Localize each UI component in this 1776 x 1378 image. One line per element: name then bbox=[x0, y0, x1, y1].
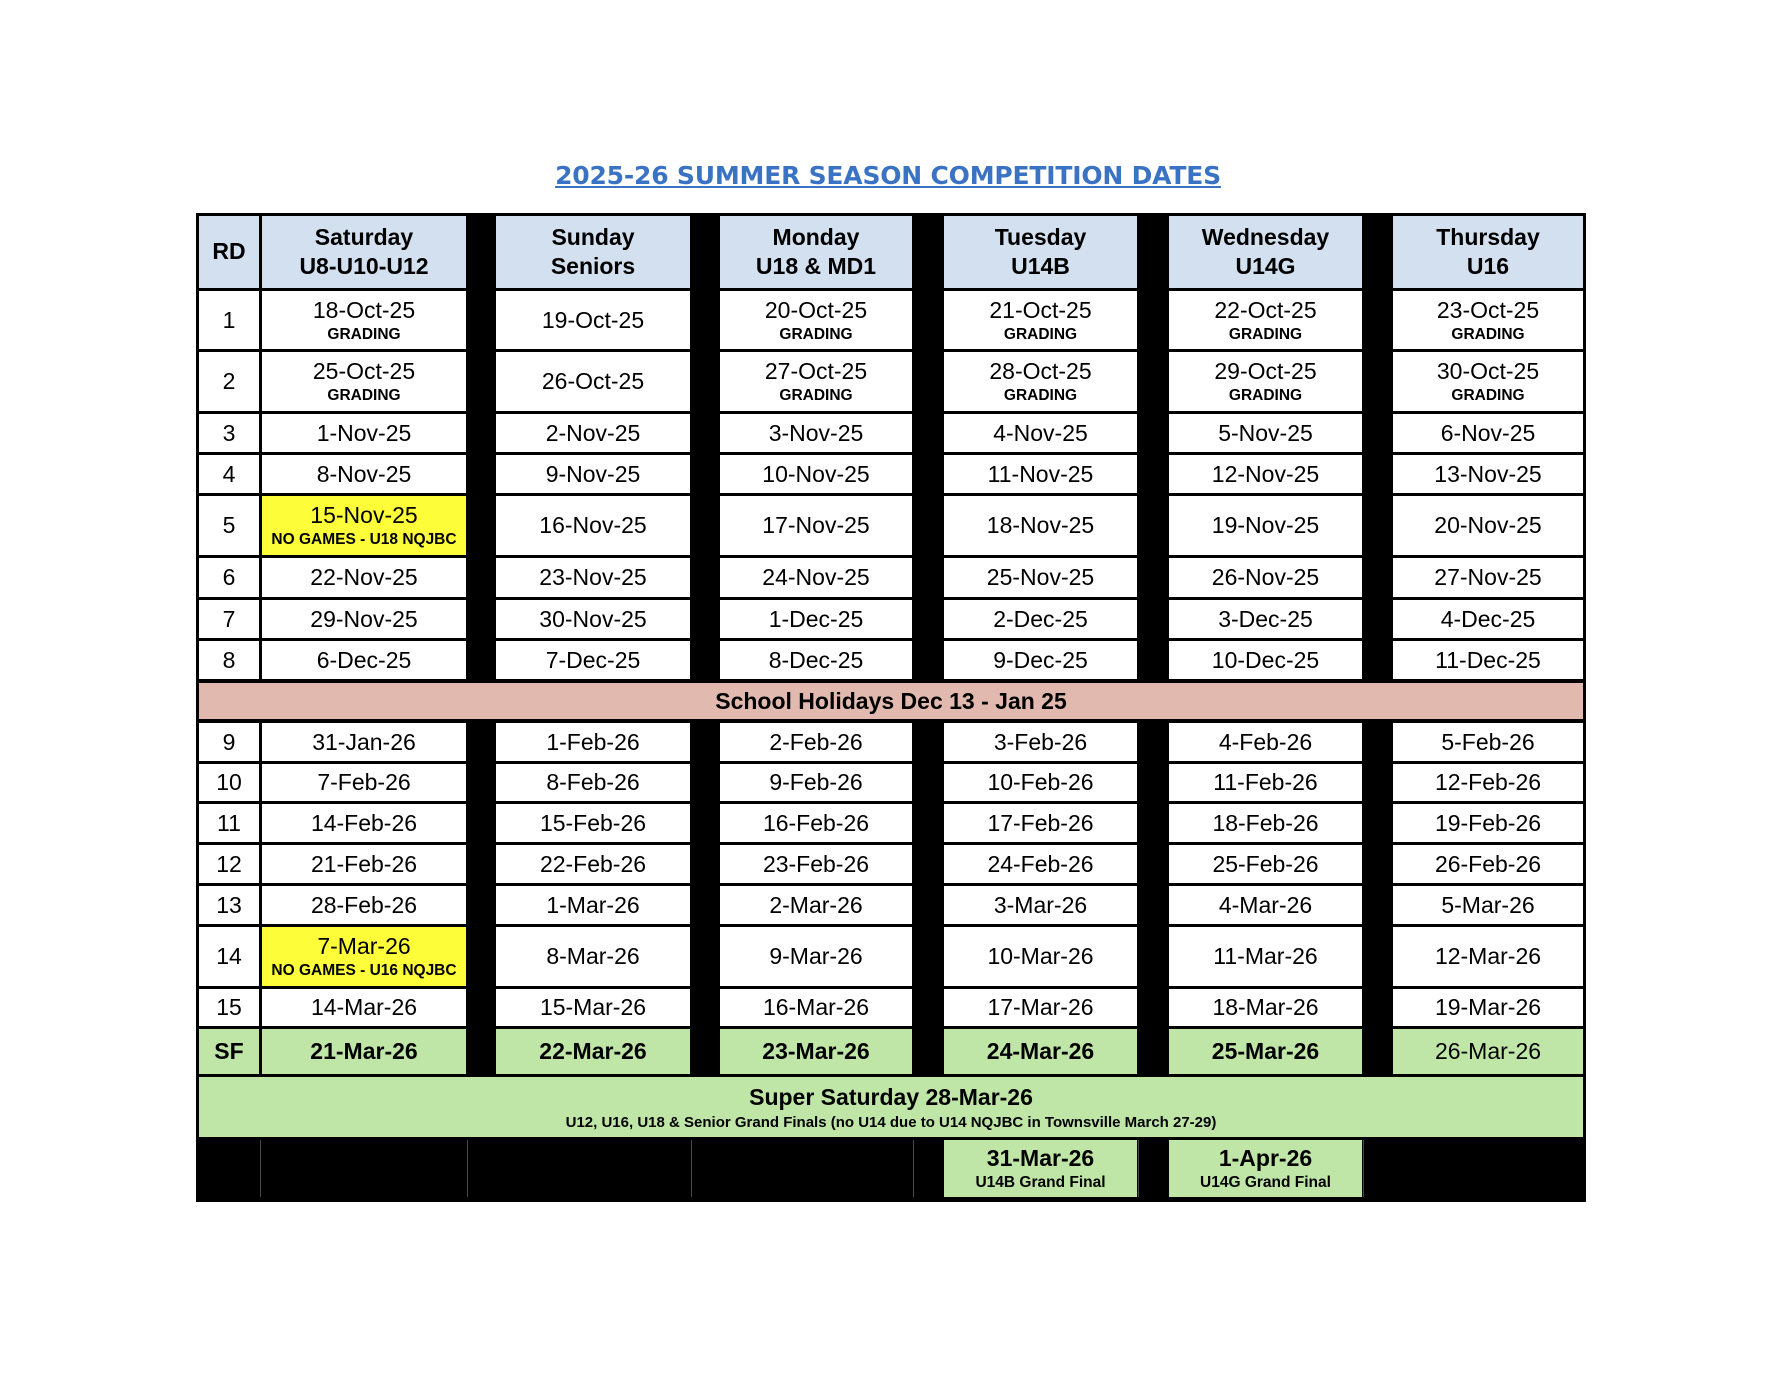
date-text: 4-Nov-25 bbox=[993, 419, 1088, 446]
column-separator bbox=[467, 1140, 468, 1197]
date-text: 5-Nov-25 bbox=[1218, 419, 1313, 446]
date-text: 7-Feb-26 bbox=[317, 769, 411, 796]
date-cell bbox=[1393, 414, 1583, 452]
date-text: 2-Mar-26 bbox=[769, 891, 863, 918]
date-cell bbox=[720, 1029, 912, 1074]
header-group: U16 bbox=[1466, 253, 1510, 279]
date-cell bbox=[262, 1029, 466, 1074]
date-text: 9-Mar-26 bbox=[769, 943, 863, 970]
header-thursday bbox=[1393, 216, 1583, 288]
date-text: 1-Feb-26 bbox=[546, 728, 640, 755]
date-cell bbox=[496, 1029, 690, 1074]
date-cell bbox=[1393, 1029, 1583, 1074]
date-cell bbox=[720, 804, 912, 842]
round-number bbox=[199, 989, 259, 1026]
date-cell bbox=[262, 352, 466, 411]
date-cell bbox=[720, 886, 912, 924]
date-cell bbox=[262, 558, 466, 597]
date-cell bbox=[262, 641, 466, 679]
header-saturday bbox=[262, 216, 466, 288]
date-text: 2-Dec-25 bbox=[993, 605, 1088, 632]
date-cell bbox=[496, 886, 690, 924]
round-label: 10 bbox=[216, 769, 242, 796]
date-text: 11-Nov-25 bbox=[987, 460, 1094, 487]
date-cell bbox=[1393, 764, 1583, 801]
date-cell bbox=[1169, 414, 1362, 452]
round-number bbox=[199, 804, 259, 842]
date-cell bbox=[496, 804, 690, 842]
date-cell bbox=[1393, 600, 1583, 638]
date-text: 29-Nov-25 bbox=[310, 605, 418, 632]
date-cell bbox=[944, 723, 1137, 761]
round-label: 4 bbox=[222, 460, 236, 487]
date-cell bbox=[944, 927, 1137, 986]
date-cell bbox=[720, 496, 912, 555]
round-label: 1 bbox=[222, 306, 236, 333]
date-text: 8-Mar-26 bbox=[546, 943, 640, 970]
date-text: 17-Nov-25 bbox=[762, 512, 870, 539]
date-text: 22-Feb-26 bbox=[539, 850, 647, 877]
date-text: 4-Feb-26 bbox=[1218, 728, 1313, 755]
school-holidays-band bbox=[199, 683, 1583, 719]
date-text: 23-Mar-26 bbox=[762, 1038, 870, 1065]
date-cell bbox=[720, 764, 912, 801]
date-cell bbox=[1393, 886, 1583, 924]
date-note: NO GAMES - U16 NQJBC bbox=[271, 962, 457, 980]
date-text: 26-Oct-25 bbox=[541, 368, 645, 395]
date-text: 19-Mar-26 bbox=[1434, 994, 1542, 1021]
date-text: 25-Feb-26 bbox=[1212, 850, 1319, 877]
date-cell bbox=[1393, 641, 1583, 679]
column-separator bbox=[913, 1140, 914, 1197]
date-cell bbox=[1169, 886, 1362, 924]
column-separator bbox=[260, 1140, 261, 1197]
date-text: 22-Mar-26 bbox=[539, 1038, 647, 1065]
header-rd-label: RD bbox=[212, 238, 246, 265]
date-text: 11-Dec-25 bbox=[1435, 646, 1541, 673]
header-day: Sunday bbox=[551, 223, 635, 250]
round-number bbox=[199, 496, 259, 555]
date-cell bbox=[944, 414, 1137, 452]
date-text: 8-Dec-25 bbox=[768, 646, 864, 673]
round-number bbox=[199, 927, 259, 986]
date-cell bbox=[262, 764, 466, 801]
date-text: 22-Oct-25 bbox=[1214, 296, 1317, 323]
round-label: 11 bbox=[217, 809, 241, 836]
round-label: SF bbox=[214, 1038, 244, 1065]
date-cell bbox=[496, 723, 690, 761]
date-text: 10-Mar-26 bbox=[987, 943, 1094, 970]
date-cell bbox=[1393, 291, 1583, 349]
round-label: 13 bbox=[216, 891, 242, 918]
date-text: 15-Feb-26 bbox=[539, 809, 647, 836]
date-text: 4-Dec-25 bbox=[1440, 605, 1536, 632]
date-cell bbox=[1169, 352, 1362, 411]
round-label: 3 bbox=[222, 419, 236, 446]
date-cell bbox=[496, 764, 690, 801]
date-cell bbox=[720, 352, 912, 411]
grand-final-label: U14G Grand Final bbox=[1200, 1174, 1331, 1192]
date-cell bbox=[262, 496, 466, 555]
date-text: 25-Oct-25 bbox=[312, 358, 416, 385]
header-wednesday bbox=[1169, 216, 1362, 288]
date-text: 1-Mar-26 bbox=[546, 891, 640, 918]
date-text: 5-Feb-26 bbox=[1441, 728, 1535, 755]
date-text: 18-Nov-25 bbox=[986, 512, 1095, 539]
date-cell bbox=[1393, 804, 1583, 842]
date-cell bbox=[1169, 558, 1362, 597]
date-text: 10-Nov-25 bbox=[762, 460, 870, 487]
date-cell bbox=[944, 600, 1137, 638]
header-monday bbox=[720, 216, 912, 288]
header-day: Monday bbox=[772, 223, 860, 250]
round-number bbox=[199, 1029, 259, 1074]
date-note: GRADING bbox=[779, 325, 853, 343]
date-text: 19-Nov-25 bbox=[1211, 512, 1320, 539]
date-note: GRADING bbox=[1451, 325, 1525, 343]
date-cell bbox=[496, 496, 690, 555]
header-sunday bbox=[496, 216, 690, 288]
date-text: 8-Feb-26 bbox=[546, 769, 640, 796]
date-text: 8-Nov-25 bbox=[316, 460, 412, 487]
header-day: Tuesday bbox=[994, 223, 1087, 250]
date-cell bbox=[944, 1029, 1137, 1074]
date-cell bbox=[720, 989, 912, 1026]
date-text: 24-Nov-25 bbox=[762, 564, 870, 591]
date-cell bbox=[1169, 1029, 1362, 1074]
date-note: GRADING bbox=[1451, 387, 1525, 405]
date-text: 18-Oct-25 bbox=[312, 296, 416, 323]
date-text: 18-Feb-26 bbox=[1212, 809, 1319, 836]
date-note: GRADING bbox=[1228, 387, 1303, 405]
date-cell bbox=[944, 989, 1137, 1026]
round-number bbox=[199, 723, 259, 761]
date-text: 28-Oct-25 bbox=[989, 358, 1092, 385]
round-label: 7 bbox=[222, 605, 236, 632]
date-text: 31-Jan-26 bbox=[312, 728, 416, 755]
grand-final-date: 1-Apr-26 bbox=[1218, 1145, 1313, 1172]
round-number bbox=[199, 352, 259, 411]
round-number bbox=[199, 455, 259, 493]
date-text: 26-Mar-26 bbox=[1434, 1038, 1542, 1065]
round-number bbox=[199, 558, 259, 597]
date-note: NO GAMES - U18 NQJBC bbox=[271, 531, 457, 549]
competition-schedule-table bbox=[196, 213, 1586, 1202]
date-text: 26-Feb-26 bbox=[1434, 850, 1542, 877]
date-cell bbox=[1393, 496, 1583, 555]
date-text: 11-Feb-26 bbox=[1213, 769, 1318, 796]
date-cell bbox=[1169, 845, 1362, 883]
date-text: 13-Nov-25 bbox=[1434, 460, 1542, 487]
date-text: 7-Mar-26 bbox=[317, 933, 411, 960]
date-cell bbox=[1169, 291, 1362, 349]
date-cell bbox=[1169, 600, 1362, 638]
date-cell bbox=[944, 352, 1137, 411]
round-label: 14 bbox=[216, 943, 242, 970]
date-text: 29-Oct-25 bbox=[1214, 358, 1317, 385]
date-text: 7-Dec-25 bbox=[545, 646, 641, 673]
date-text: 3-Feb-26 bbox=[993, 728, 1088, 755]
date-text: 23-Nov-25 bbox=[539, 564, 647, 591]
date-text: 10-Dec-25 bbox=[1211, 646, 1320, 673]
date-text: 9-Feb-26 bbox=[769, 769, 863, 796]
header-day: Wednesday bbox=[1201, 223, 1330, 250]
date-text: 27-Oct-25 bbox=[764, 358, 868, 385]
date-cell bbox=[720, 600, 912, 638]
date-cell bbox=[1169, 723, 1362, 761]
date-text: 10-Feb-26 bbox=[987, 769, 1094, 796]
date-cell bbox=[496, 291, 690, 349]
date-text: 2-Nov-25 bbox=[545, 419, 641, 446]
date-text: 3-Nov-25 bbox=[768, 419, 864, 446]
date-cell bbox=[496, 455, 690, 493]
date-text: 11-Mar-26 bbox=[1213, 943, 1318, 970]
date-cell bbox=[496, 352, 690, 411]
date-text: 26-Nov-25 bbox=[1211, 564, 1320, 591]
date-text: 21-Feb-26 bbox=[310, 850, 418, 877]
date-cell bbox=[1393, 455, 1583, 493]
date-cell bbox=[262, 927, 466, 986]
date-cell bbox=[1393, 558, 1583, 597]
date-text: 6-Nov-25 bbox=[1440, 419, 1536, 446]
date-cell bbox=[720, 558, 912, 597]
date-cell bbox=[1169, 641, 1362, 679]
date-text: 27-Nov-25 bbox=[1434, 564, 1542, 591]
date-cell bbox=[1169, 989, 1362, 1026]
round-number bbox=[199, 845, 259, 883]
super-saturday-subtitle: U12, U16, U18 & Senior Grand Finals (no U14 due to U14 NQJBC in Townsville March 27-29) bbox=[565, 1113, 1217, 1131]
column-separator bbox=[691, 1140, 692, 1197]
date-text: 23-Feb-26 bbox=[762, 850, 870, 877]
school-holidays-label: School Holidays Dec 13 - Jan 25 bbox=[715, 687, 1067, 714]
date-cell bbox=[1169, 764, 1362, 801]
date-cell bbox=[496, 558, 690, 597]
grand-final-label: U14B Grand Final bbox=[975, 1174, 1106, 1192]
header-group: Seniors bbox=[550, 253, 636, 279]
date-text: 15-Mar-26 bbox=[539, 994, 647, 1021]
header-day: Thursday bbox=[1436, 223, 1540, 250]
date-cell bbox=[944, 455, 1137, 493]
date-text: 30-Oct-25 bbox=[1436, 358, 1540, 385]
date-text: 16-Mar-26 bbox=[762, 994, 870, 1021]
date-text: 28-Feb-26 bbox=[310, 891, 418, 918]
date-cell bbox=[944, 558, 1137, 597]
grand-final-cell bbox=[1169, 1140, 1362, 1197]
date-text: 30-Nov-25 bbox=[539, 605, 647, 632]
super-saturday-band bbox=[199, 1077, 1583, 1137]
date-text: 3-Mar-26 bbox=[993, 891, 1088, 918]
document-title: 2025-26 SUMMER SEASON COMPETITION DATES bbox=[555, 161, 1221, 190]
date-cell bbox=[496, 845, 690, 883]
date-text: 20-Oct-25 bbox=[764, 296, 868, 323]
date-text: 14-Feb-26 bbox=[310, 809, 418, 836]
date-cell bbox=[1169, 927, 1362, 986]
date-cell bbox=[944, 845, 1137, 883]
date-cell bbox=[262, 455, 466, 493]
date-text: 12-Nov-25 bbox=[1211, 460, 1320, 487]
date-cell bbox=[1393, 352, 1583, 411]
date-text: 3-Dec-25 bbox=[1218, 605, 1313, 632]
round-label: 15 bbox=[216, 994, 242, 1021]
date-text: 19-Oct-25 bbox=[541, 306, 645, 333]
date-note: GRADING bbox=[1003, 387, 1078, 405]
date-cell bbox=[720, 291, 912, 349]
date-cell bbox=[1393, 723, 1583, 761]
date-note: GRADING bbox=[779, 387, 853, 405]
date-text: 15-Nov-25 bbox=[310, 502, 418, 529]
round-label: 5 bbox=[222, 512, 236, 539]
date-text: 1-Nov-25 bbox=[316, 419, 412, 446]
date-cell bbox=[720, 641, 912, 679]
round-number bbox=[199, 291, 259, 349]
date-cell bbox=[262, 804, 466, 842]
date-note: GRADING bbox=[327, 325, 401, 343]
date-text: 21-Mar-26 bbox=[310, 1038, 418, 1065]
date-note: GRADING bbox=[1003, 325, 1078, 343]
date-text: 21-Oct-25 bbox=[989, 296, 1092, 323]
date-cell bbox=[944, 886, 1137, 924]
date-cell bbox=[720, 723, 912, 761]
date-cell bbox=[1393, 927, 1583, 986]
header-group: U14G bbox=[1235, 253, 1296, 279]
round-label: 6 bbox=[222, 564, 236, 591]
date-cell bbox=[262, 845, 466, 883]
date-cell bbox=[720, 414, 912, 452]
date-cell bbox=[262, 723, 466, 761]
date-text: 19-Feb-26 bbox=[1434, 809, 1542, 836]
round-number bbox=[199, 600, 259, 638]
column-separator bbox=[1363, 1140, 1364, 1197]
date-cell bbox=[496, 927, 690, 986]
date-cell bbox=[262, 886, 466, 924]
date-cell bbox=[720, 927, 912, 986]
date-cell bbox=[944, 804, 1137, 842]
date-text: 14-Mar-26 bbox=[310, 994, 418, 1021]
header-rd bbox=[199, 216, 259, 288]
date-cell bbox=[944, 291, 1137, 349]
header-group: U14B bbox=[1011, 253, 1070, 279]
date-text: 18-Mar-26 bbox=[1212, 994, 1319, 1021]
date-cell bbox=[1169, 496, 1362, 555]
round-number bbox=[199, 764, 259, 801]
date-cell bbox=[944, 764, 1137, 801]
date-cell bbox=[1169, 804, 1362, 842]
date-text: 20-Nov-25 bbox=[1434, 512, 1542, 539]
date-cell bbox=[1169, 455, 1362, 493]
date-cell bbox=[720, 455, 912, 493]
date-text: 9-Nov-25 bbox=[545, 460, 641, 487]
round-label: 2 bbox=[222, 368, 236, 395]
date-cell bbox=[944, 641, 1137, 679]
date-cell bbox=[496, 600, 690, 638]
date-text: 24-Feb-26 bbox=[987, 850, 1094, 877]
grand-final-date: 31-Mar-26 bbox=[986, 1145, 1095, 1172]
date-cell bbox=[496, 989, 690, 1026]
round-label: 12 bbox=[216, 850, 242, 877]
column-separator bbox=[1138, 1140, 1139, 1197]
date-text: 22-Nov-25 bbox=[310, 564, 418, 591]
date-text: 16-Nov-25 bbox=[539, 512, 647, 539]
date-cell bbox=[496, 414, 690, 452]
date-text: 23-Oct-25 bbox=[1436, 296, 1540, 323]
date-text: 1-Dec-25 bbox=[768, 605, 864, 632]
date-cell bbox=[496, 641, 690, 679]
date-note: GRADING bbox=[327, 387, 401, 405]
super-saturday-title: Super Saturday 28-Mar-26 bbox=[749, 1083, 1033, 1110]
round-label: 8 bbox=[222, 646, 236, 673]
date-cell bbox=[262, 600, 466, 638]
date-text: 25-Mar-26 bbox=[1211, 1038, 1320, 1065]
date-text: 16-Feb-26 bbox=[762, 809, 870, 836]
round-number bbox=[199, 886, 259, 924]
round-label: 9 bbox=[222, 728, 236, 755]
date-cell bbox=[262, 414, 466, 452]
date-cell bbox=[262, 989, 466, 1026]
date-text: 5-Mar-26 bbox=[1441, 891, 1535, 918]
date-cell bbox=[720, 845, 912, 883]
date-text: 25-Nov-25 bbox=[986, 564, 1095, 591]
date-text: 24-Mar-26 bbox=[986, 1038, 1095, 1065]
grand-final-cell bbox=[944, 1140, 1137, 1197]
header-tuesday bbox=[944, 216, 1137, 288]
date-cell bbox=[944, 496, 1137, 555]
date-cell bbox=[1393, 989, 1583, 1026]
header-group: U18 & MD1 bbox=[755, 253, 877, 279]
round-number bbox=[199, 641, 259, 679]
date-text: 17-Feb-26 bbox=[987, 809, 1094, 836]
date-cell bbox=[1393, 845, 1583, 883]
date-text: 12-Feb-26 bbox=[1434, 769, 1542, 796]
date-text: 6-Dec-25 bbox=[316, 646, 412, 673]
date-text: 12-Mar-26 bbox=[1434, 943, 1542, 970]
header-day: Saturday bbox=[314, 223, 414, 250]
date-cell bbox=[262, 291, 466, 349]
date-text: 4-Mar-26 bbox=[1218, 891, 1313, 918]
date-note: GRADING bbox=[1228, 325, 1303, 343]
date-text: 17-Mar-26 bbox=[987, 994, 1094, 1021]
round-number bbox=[199, 414, 259, 452]
date-text: 2-Feb-26 bbox=[769, 728, 863, 755]
date-text: 9-Dec-25 bbox=[993, 646, 1088, 673]
header-group: U8-U10-U12 bbox=[299, 253, 429, 279]
